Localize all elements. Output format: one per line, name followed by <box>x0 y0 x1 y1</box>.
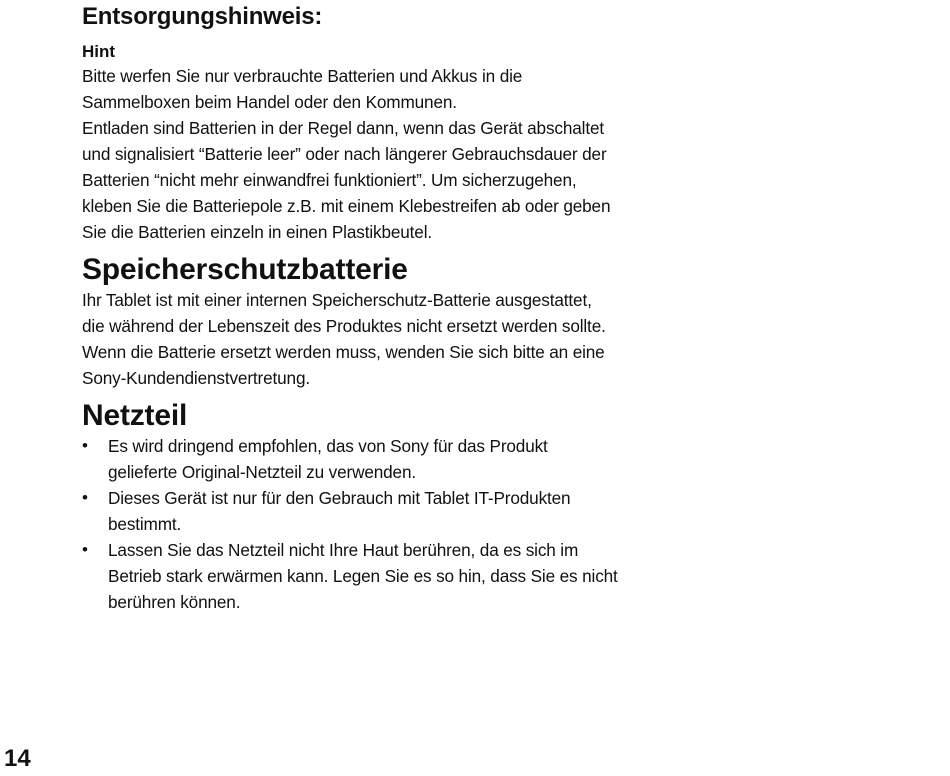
list-item-line: berühren können. <box>108 592 241 612</box>
list-item-line: Lassen Sie das Netzteil nicht Ihre Haut berühren, da es sich im <box>108 540 579 560</box>
list-item-line: bestimmt. <box>108 514 182 534</box>
bullet-icon: • <box>82 436 88 455</box>
backup-battery-line: Wenn die Batterie ersetzt werden muss, wenden Sie sich bitte an eine <box>82 342 605 362</box>
page-number: 14 <box>4 745 31 772</box>
backup-battery-line: Ihr Tablet ist mit einer internen Speicherschutz-Batterie ausgestattet, <box>82 290 592 310</box>
list-item-line: Dieses Gerät ist nur für den Gebrauch mit Tablet IT-Produkten <box>108 488 571 508</box>
backup-battery-heading: Speicherschutzbatterie <box>82 253 408 286</box>
disposal-line: Sie die Batterien einzeln in einen Plastikbeutel. <box>82 222 432 242</box>
disposal-line: Entladen sind Batterien in der Regel dann, wenn das Gerät abschaltet <box>82 118 605 138</box>
list-item <box>82 485 682 537</box>
disposal-line: Sammelboxen beim Handel oder den Kommunen. <box>82 92 457 112</box>
power-adapter-heading: Netzteil <box>82 399 188 432</box>
disposal-line: Bitte werfen Sie nur verbrauchte Batterien und Akkus in die <box>82 66 523 86</box>
disposal-heading: Entsorgungshinweis: <box>82 3 323 30</box>
list-item-line: Es wird dringend empfohlen, das von Sony für das Produkt <box>108 436 548 456</box>
backup-battery-line: Sony-Kundendienstvertretung. <box>82 368 310 388</box>
list-item <box>82 433 682 485</box>
bullet-icon: • <box>82 540 88 559</box>
disposal-paragraph <box>82 63 682 245</box>
disposal-line: kleben Sie die Batteriepole z.B. mit einem Klebestreifen ab oder geben <box>82 196 611 216</box>
page-content <box>82 0 682 615</box>
list-item-line: gelieferte Original-Netzteil zu verwenden. <box>108 462 417 482</box>
list-item <box>82 537 682 615</box>
hint-heading: Hint <box>82 42 116 61</box>
list-item-line: Betrieb stark erwärmen kann. Legen Sie es so hin, dass Sie es nicht <box>108 566 618 586</box>
power-adapter-list <box>82 433 682 615</box>
backup-battery-paragraph <box>82 287 682 391</box>
disposal-line: und signalisiert “Batterie leer” oder nach längerer Gebrauchsdauer der <box>82 144 607 164</box>
backup-battery-line: die während der Lebenszeit des Produktes nicht ersetzt werden sollte. <box>82 316 606 336</box>
disposal-line: Batterien “nicht mehr einwandfrei funktioniert”. Um sicherzugehen, <box>82 170 577 190</box>
bullet-icon: • <box>82 488 88 507</box>
